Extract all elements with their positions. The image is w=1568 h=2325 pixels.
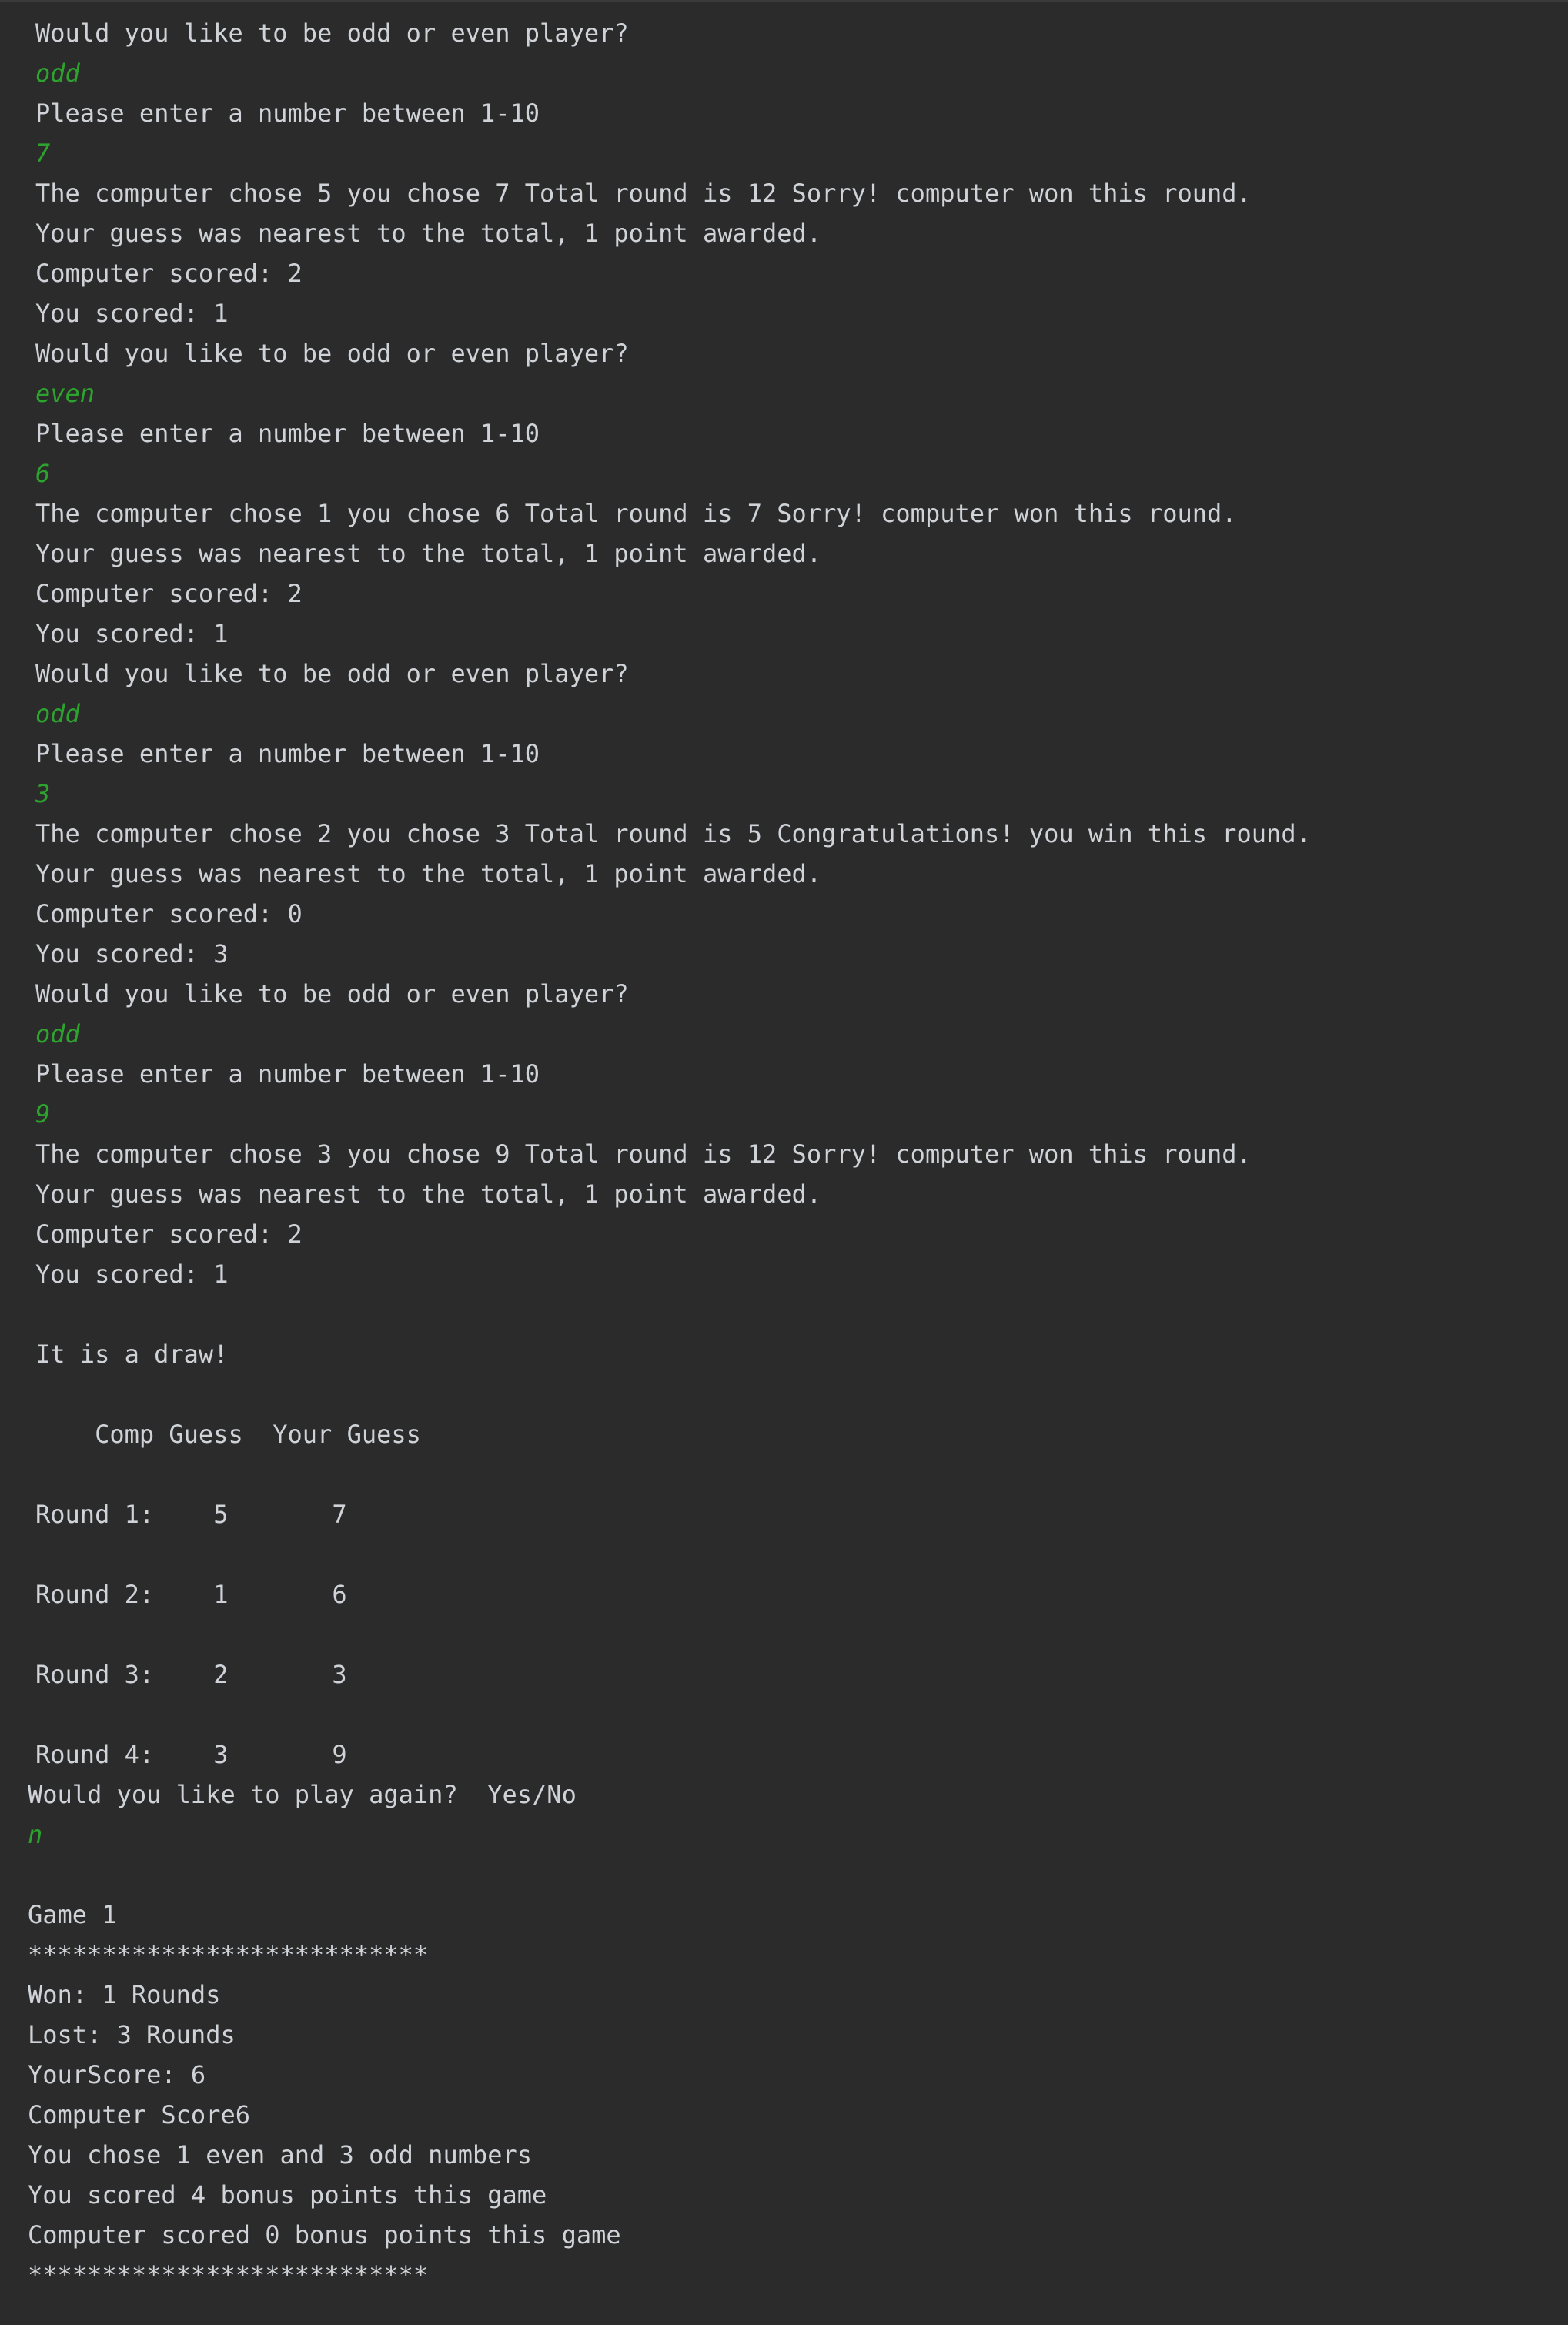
console-input-line: n	[28, 1820, 43, 1849]
console-line: Round 4: 3 9	[35, 1740, 347, 1769]
console-input-line: 3	[35, 779, 51, 808]
console-line: You scored: 1	[35, 619, 229, 648]
console-line: Please enter a number between 1-10	[35, 99, 540, 128]
console-input-line: even	[35, 379, 95, 408]
console-input-line: 6	[35, 459, 51, 488]
console-line: You scored: 1	[35, 1260, 229, 1289]
console-line: Comp Guess Your Guess	[35, 1420, 421, 1449]
console-line: The computer chose 3 you chose 9 Total round is 12 Sorry! computer won this round.	[35, 1139, 1252, 1169]
console-line: Your guess was nearest to the total, 1 point awarded.	[35, 1179, 822, 1209]
console-line: Your guess was nearest to the total, 1 point awarded.	[35, 539, 822, 568]
console-line: Round 3: 2 3	[35, 1660, 347, 1689]
console-line: Game 1	[28, 1900, 117, 1929]
console-input-line: odd	[35, 699, 80, 728]
console-line: It is a draw!	[35, 1340, 229, 1369]
console-line: Computer Score6	[28, 2100, 250, 2129]
console-line: The computer chose 2 you chose 3 Total round is 5 Congratulations! you win this round.	[35, 819, 1311, 848]
console-input-line: odd	[35, 59, 80, 88]
console-line: Round 1: 5 7	[35, 1500, 347, 1529]
console-input-line: odd	[35, 1019, 80, 1049]
console-input-line: 7	[35, 139, 51, 168]
console-line: You scored: 1	[35, 299, 229, 328]
console-line: The computer chose 5 you chose 7 Total round is 12 Sorry! computer won this round.	[35, 179, 1252, 208]
console-line: You scored: 3	[35, 939, 229, 968]
console-line: Round 2: 1 6	[35, 1580, 347, 1609]
console-input-line: 9	[35, 1099, 51, 1129]
console-line: Won: 1 Rounds	[28, 1980, 221, 2009]
console-line: Computer scored 0 bonus points this game	[28, 2220, 621, 2250]
console-line: Please enter a number between 1-10	[35, 1059, 540, 1089]
console-line: Your guess was nearest to the total, 1 point awarded.	[35, 219, 822, 248]
console-line: Would you like to be odd or even player?	[35, 659, 629, 688]
console-line: ***************************	[28, 2260, 429, 2290]
console-line: Please enter a number between 1-10	[35, 419, 540, 448]
console-line: Would you like to play again? Yes/No	[28, 1780, 577, 1809]
console-line: YourScore: 6	[28, 2060, 206, 2089]
console-line: Would you like to be odd or even player?	[35, 18, 629, 48]
console-line: You chose 1 even and 3 odd numbers	[28, 2140, 533, 2169]
console-line: Would you like to be odd or even player?	[35, 979, 629, 1009]
console-line: Lost: 3 Rounds	[28, 2020, 236, 2049]
console-line: Your guess was nearest to the total, 1 point awarded.	[35, 859, 822, 888]
console-line: The computer chose 1 you chose 6 Total round is 7 Sorry! computer won this round.	[35, 499, 1237, 528]
console-line: Computer scored: 2	[35, 1219, 303, 1249]
console-line: You scored 4 bonus points this game	[28, 2180, 547, 2210]
console-line: Please enter a number between 1-10	[35, 739, 540, 768]
console-line: Computer scored: 0	[35, 899, 303, 928]
console-line: ***************************	[28, 1940, 429, 1969]
console-line: Computer scored: 2	[35, 579, 303, 608]
console-line: Computer scored: 2	[35, 259, 303, 288]
console-line: Would you like to be odd or even player?	[35, 339, 629, 368]
